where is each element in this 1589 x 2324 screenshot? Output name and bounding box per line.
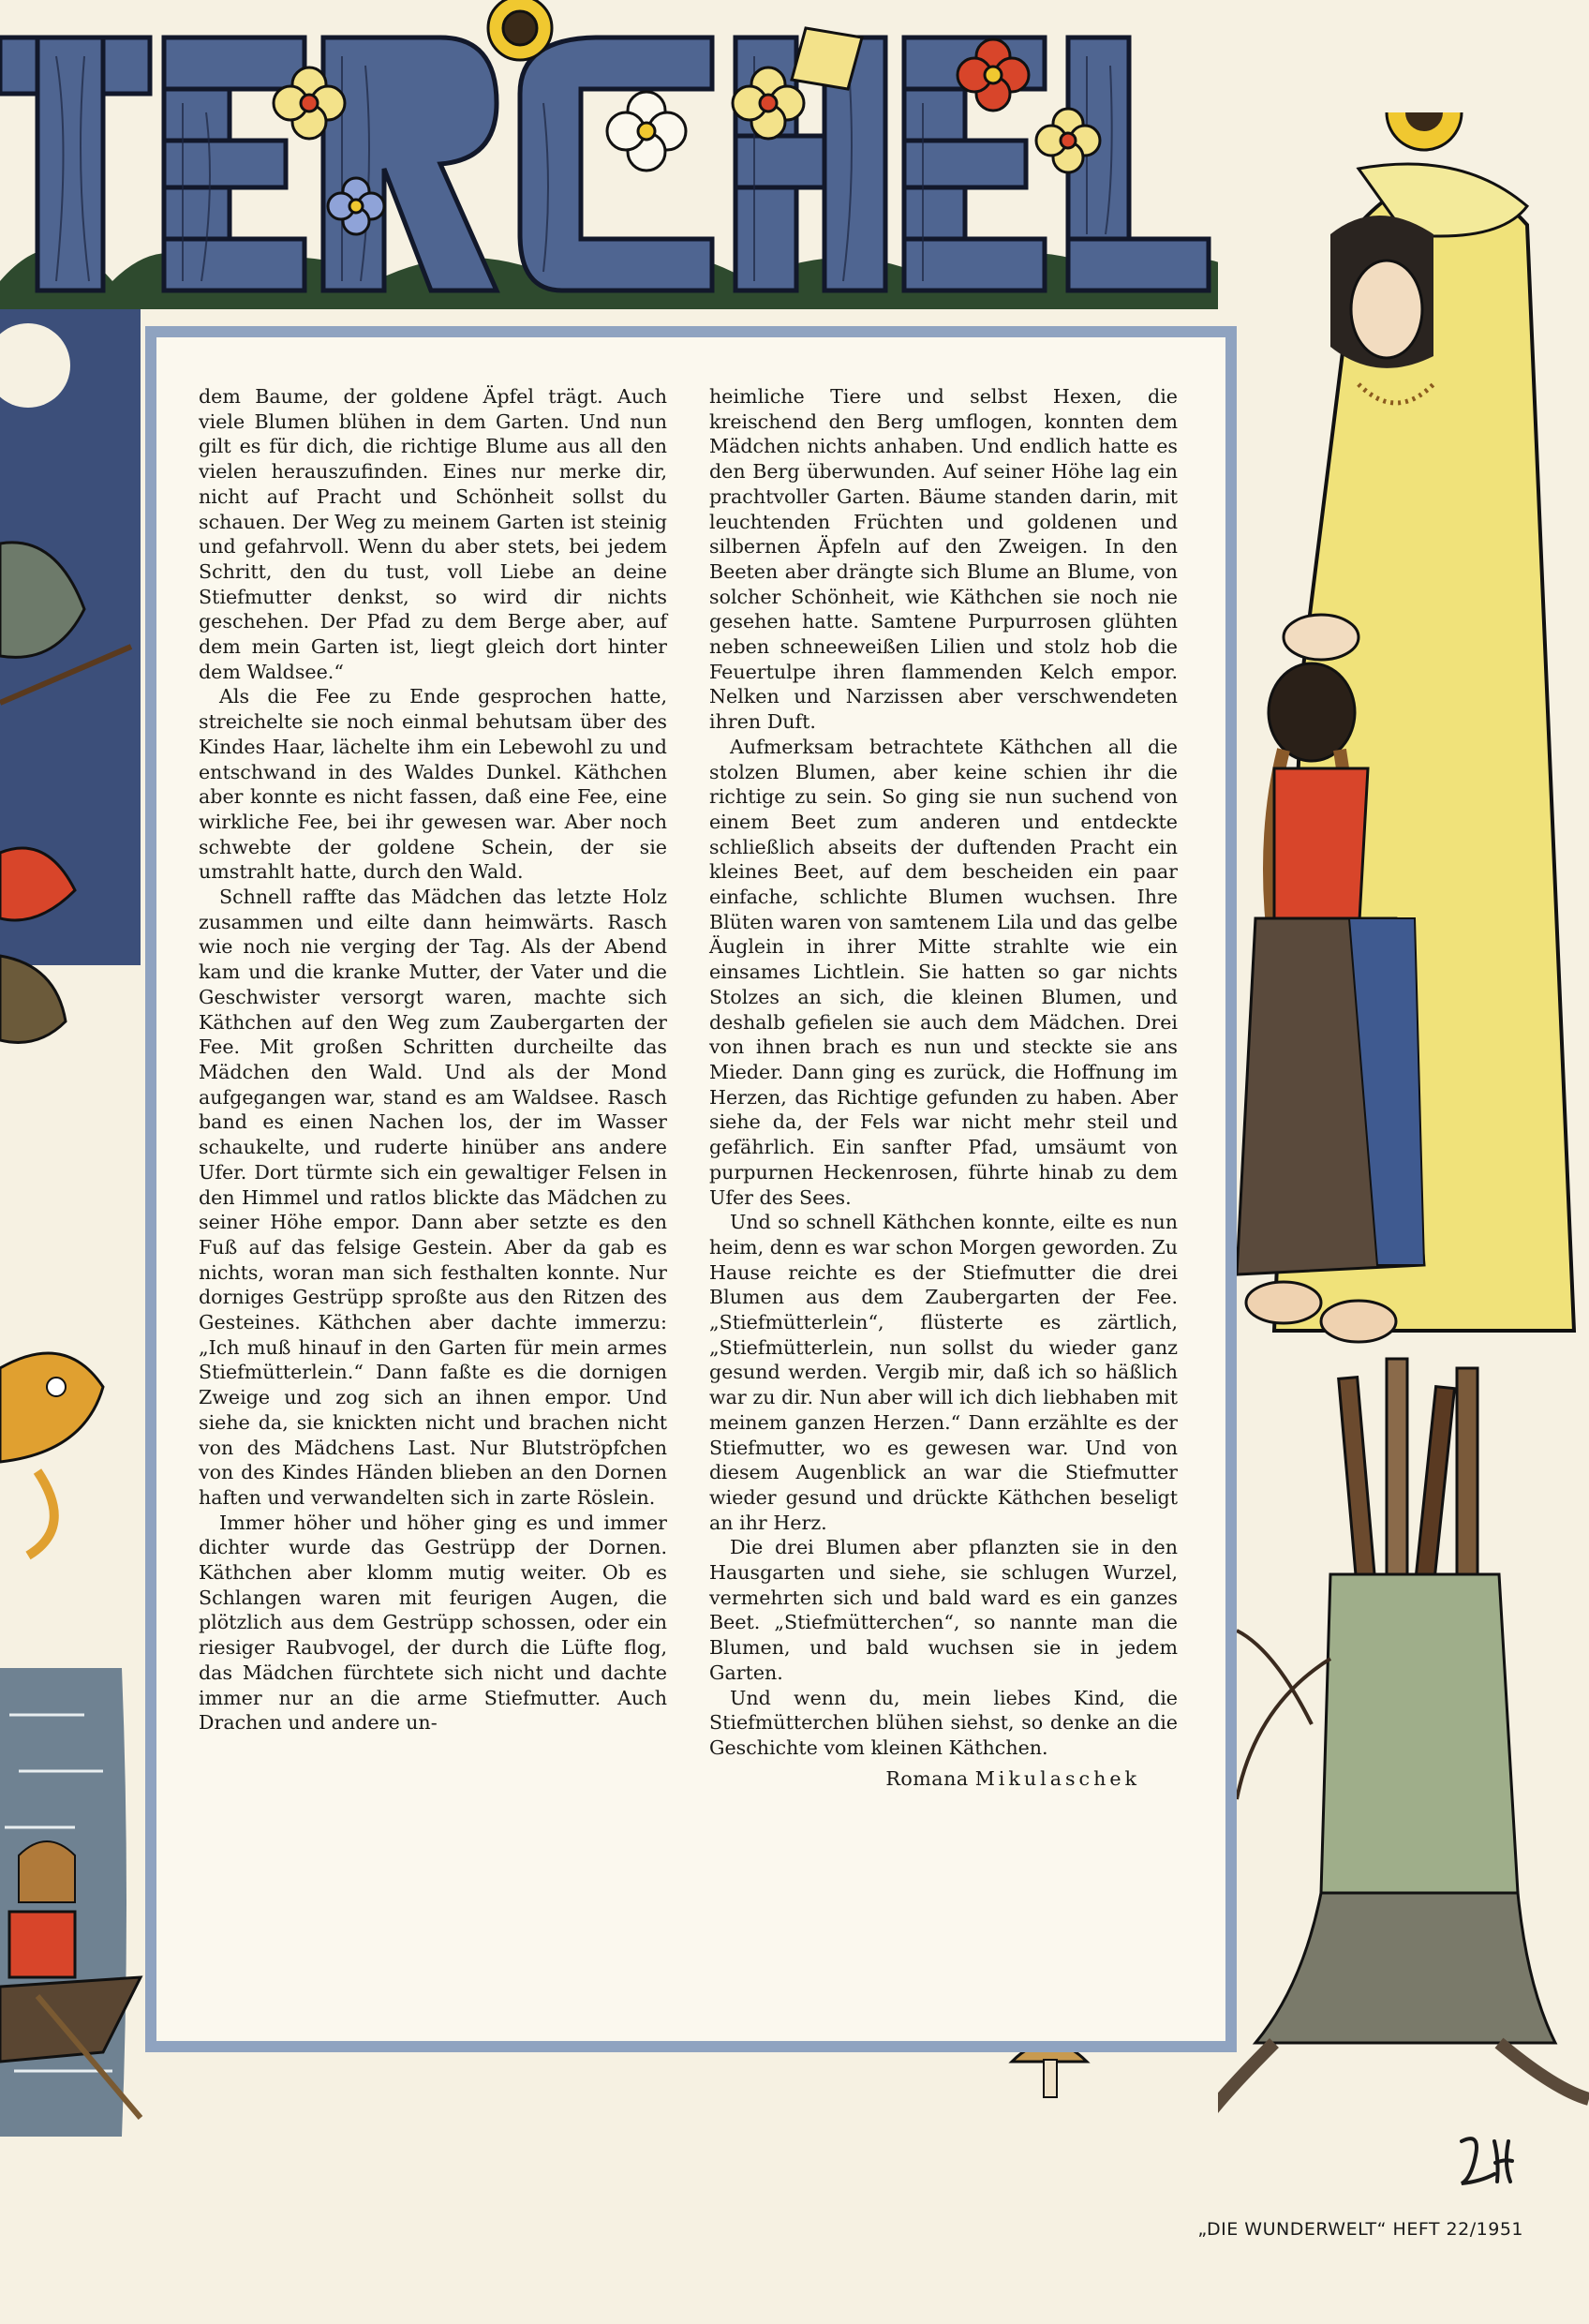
paragraph: heimliche Tiere und selbst Hexen, die kreischend den Berg umflogen, konnten dem Mädchen nichts anhaben. Und endlich hatte es den Berg überwunden. Auf seiner Höhe lag ein prachtvoller Garten. Bäume standen darin, mit leuchtenden Früchten und goldenen und silbernen Äpfeln auf den Zweigen. In den Beeten aber drängte sich Blume an Blume, von solcher Schönheit, wie Käthchen sie noch nie gesehen hatte. Samtene Purpurrosen glühten neben schneeweißen Lilien und stolz hob die Feuertulpe ihren flammenden Kelch empor. Nelken und Narzissen aber verschwendeten ihren Duft. bbox=[709, 385, 1178, 734]
paragraph: dem Baume, der goldene Äpfel trägt. Auch viele Blumen blühen in dem Garten. Und nun gilt es für dich, die richtige Blume aus all den vielen herauszufinden. Eines nur merke dir, nicht auf Pracht und Schönheit sollst du schauen. Der Weg zu meinem Garten ist steinig und gefahrvoll. Wenn du aber stets, bei jedem Schritt, den du tust, voll Liebe an deine Stiefmutter denkst, so wird dir nichts geschehen. Der Pfad zu dem Berge aber, auf dem mein Garten ist, liegt gleich dort hinter dem Waldsee.“ bbox=[199, 385, 667, 683]
illustrator-monogram bbox=[1452, 2127, 1537, 2193]
paragraph: Immer höher und höher ging es und immer dichter wurde das Gestrüpp der Dornen. Käthchen aber klomm mutig weiter. Ob es Schlangen waren mit feurigen Augen, die plötzlich aus dem Gestrüpp schossen, oder ein riesiger Raubvogel, der durch die Lüfte flog, das Mädchen fürchtete sich nicht und dachte immer nur an die arme Stiefmutter. Auch Drachen und andere un- bbox=[199, 1511, 667, 1735]
fairy-and-girl-illustration bbox=[1218, 112, 1589, 2212]
text-column-left bbox=[199, 384, 667, 1736]
left-margin-illustration bbox=[0, 309, 169, 2183]
paragraph: Und so schnell Käthchen konnte, eilte es nun heim, denn es war schon Morgen geworden. Zu Hause reichte es der Stiefmutter die drei Blumen aus dem Zaubergarten der Fee. „Stiefmütterlein“, flüsterte es zärtlich, „Stiefmütterlein, nun sollst du wieder ganz gesund werden. Vergib mir, daß ich so häßlich war zu dir. Nun aber will ich dich liebhaben mit meinem ganzen Herzen.“ Dann erzählte es der Stiefmutter, wo es gewesen war. Und von diesem Augenblick an war die Stiefmutter wieder gesund und drückte Käthchen beseligt an ihr Herz. bbox=[709, 1211, 1178, 1534]
paragraph: Aufmerksam betrachtete Käthchen all die stolzen Blumen, aber keine schien ihr die richtige zu sein. So ging sie nun suchend von einem Beet zum anderen und entdeckte schließlich abseits der duftenden Pracht ein kleines Beet, auf dem bescheiden ein paar einfache, schlichte Blumen wuchsen. Ihre Blüten waren von samtenem Lila und das gelbe Äuglein in ihrer Mitte strahlte wie ein einsames Lichtlein. Sie hatten so gar nichts Stolzes an sich, die kleinen Blumen, und deshalb gefielen sie auch dem Mädchen. Drei von ihnen brach es nun und steckte sie ans Mieder. Dann ging es zurück, die Hoffnung im Herzen, das Richtige gefunden zu haben. Aber siehe da, der Fels war nicht mehr steil und gefährlich. Ein sanfter Pfad, umsäumt von purpurnen Heckenrosen, führte hinab zu dem Ufer des Sees. bbox=[709, 735, 1178, 1209]
paragraph: Schnell raffte das Mädchen das letzte Holz zusammen und eilte dann heimwärts. Rasch wie noch nie verging der Tag. Als der Abend kam und die kranke Mutter, der Vater und die Geschwister versorgt waren, machte sich Käthchen auf den Weg zum Zaubergarten der Fee. Mit großen Schritten durcheilte das Mädchen den Wald. Und als der Mond aufgegangen war, stand es am Waldsee. Rasch band es einen Nachen los, der im Wasser schaukelte, und ruderte hinüber ans andere Ufer. Dort türmte sich ein gewaltiger Felsen in den Himmel und ratlos blickte das Mädchen zu seiner Höhe empor. Dann aber setzte es den Fuß auf das felsige Gestein. Aber da gab es nichts, woran man sich festhalten konnte. Nur dorniges Gestrüpp sproßte aus den Ritzen des Gesteines. Käthchen aber dachte immerzu: „Ich muß hinauf in den Garten für mein armes Stiefmütterlein.“ Dann faßte es die dornigen Zweige und zog sich an ihnen empor. Und siehe da, sie knickten nicht und brachen nicht von des Mädchens Last. Nur Blutströpfchen von des Kindes Händen blieben an den Dornen haften und verwandelten sich in zarte Röslein. bbox=[199, 886, 667, 1509]
author-first-name: Romana bbox=[885, 1766, 969, 1790]
author-signature bbox=[709, 1766, 1178, 1792]
author-last-name: Mikulaschek bbox=[974, 1766, 1140, 1790]
page-footer: „DIE WUNDERWELT“ HEFT 22/1951 bbox=[1197, 2219, 1523, 2240]
paragraph: Als die Fee zu Ende gesprochen hatte, streichelte sie noch einmal behutsam über des Kindes Haar, lächelte ihm ein Lebewohl zu und entschwand in des Waldes Dunkel. Käthchen aber konnte es nicht fassen, daß eine Fee, eine wirkliche Fee, bei ihr gewesen war. Aber noch schwebte der goldene Schein, der sie umstrahlt hatte, durch den Wald. bbox=[199, 685, 667, 884]
paragraph: Die drei Blumen aber pflanzten sie in den Hausgarten und siehe, sie schlugen Wurzel, vermehrten sich und bald ward es ein ganzes Beet. „Stiefmütterchen“, so nannte man die Blumen, und bald wuchsen sie in jedem Garten. bbox=[709, 1536, 1178, 1684]
text-column-right bbox=[709, 384, 1178, 1791]
header-lettering-illustration bbox=[0, 0, 1255, 309]
paragraph: Und wenn du, mein liebes Kind, die Stiefmütterchen blühen siehst, so denke an die Geschichte vom kleinen Käthchen. bbox=[709, 1686, 1178, 1759]
